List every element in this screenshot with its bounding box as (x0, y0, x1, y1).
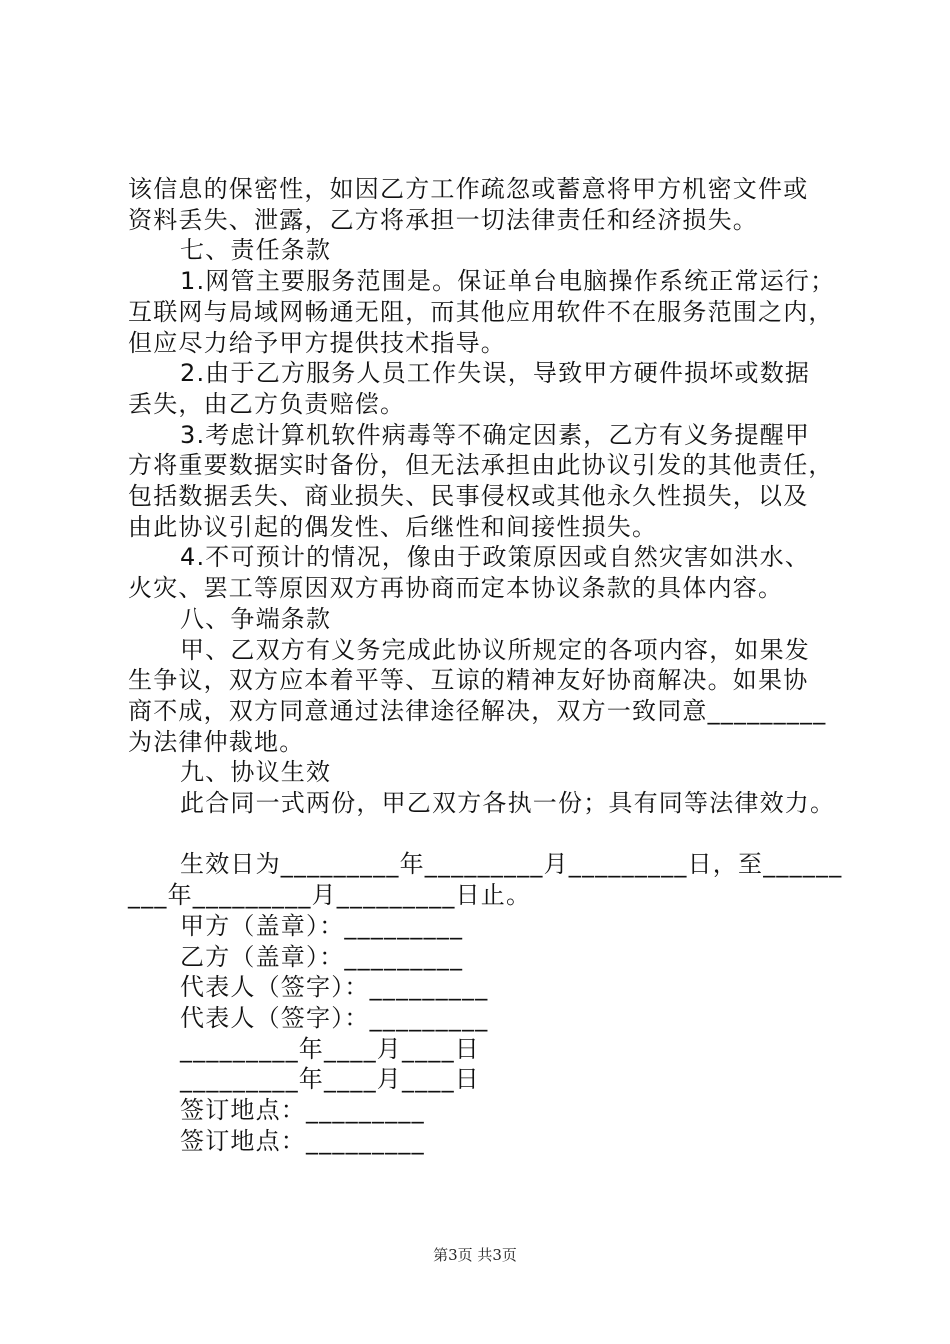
text-line: 方将重要数据实时备份，但无法承担由此协议引发的其他责任， (128, 451, 834, 480)
section-heading: 七、责任条款 (180, 236, 332, 265)
page-footer: 第3页 共3页 (433, 1246, 517, 1264)
text-line: 为法律仲裁地。 (128, 727, 305, 756)
text-line: 该信息的保密性，如因乙方工作疏忽或蓄意将甲方机密文件或 (128, 175, 809, 203)
text-line: 3.考虑计算机软件病毒等不确定因素，乙方有义务提醒甲 (180, 420, 811, 449)
text-line: 丢失，由乙方负责赔偿。 (128, 389, 406, 418)
signing-location-line: 签订地点：_________ (180, 1126, 425, 1155)
effective-date-line: 生效日为_________年_________月_________日，至______ (180, 850, 843, 879)
spacer (128, 819, 838, 850)
signing-location-line: 签订地点：_________ (180, 1096, 425, 1125)
text-line: 互联网与局域网畅通无阻，而其他应用软件不在服务范围之内， (128, 297, 834, 326)
party-b-seal-line: 乙方（盖章）：_________ (180, 942, 464, 971)
text-line: 1.网管主要服务范围是。保证单台电脑操作系统正常运行； (180, 267, 836, 296)
text-line: 此合同一式两份，甲乙双方各执一份；具有同等法律效力。 (180, 789, 836, 818)
document-body (128, 174, 843, 1156)
representative-signature-line: 代表人（签字）：_________ (180, 1003, 489, 1032)
text-line: 商不成，双方同意通过法律途径解决，双方一致同意_________ (128, 696, 827, 725)
section-heading: 八、争端条款 (180, 604, 332, 633)
text-line: 2.由于乙方服务人员工作失误，导致甲方硬件损坏或数据 (180, 359, 811, 388)
text-line: 甲、乙双方有义务完成此协议所规定的各项内容，如果发 (180, 635, 810, 664)
date-line: _________年____月____日 (180, 1065, 480, 1094)
text-line: 包括数据丢失、商业损失、民事侵权或其他永久性损失，以及 (128, 482, 809, 511)
text-line: 但应尽力给予甲方提供技术指导。 (128, 328, 506, 357)
representative-signature-line: 代表人（签字）：_________ (180, 973, 489, 1002)
party-a-seal-line: 甲方（盖章）：_________ (180, 911, 464, 940)
section-heading: 九、协议生效 (180, 758, 332, 787)
text-line: 资料丢失、泄露，乙方将承担一切法律责任和经济损失。 (128, 205, 758, 234)
date-line: _________年____月____日 (180, 1034, 480, 1063)
text-line: 生争议，双方应本着平等、互谅的精神友好协商解决。如果协 (128, 666, 809, 695)
text-line: 4.不可预计的情况，像由于政策原因或自然灾害如洪水、 (180, 543, 811, 572)
text-line: 由此协议引起的偶发性、后继性和间接性损失。 (128, 512, 658, 541)
text-line: 火灾、罢工等原因双方再协商而定本协议条款的具体内容。 (128, 574, 784, 603)
effective-date-line: ___年_________月_________日止。 (128, 881, 532, 910)
